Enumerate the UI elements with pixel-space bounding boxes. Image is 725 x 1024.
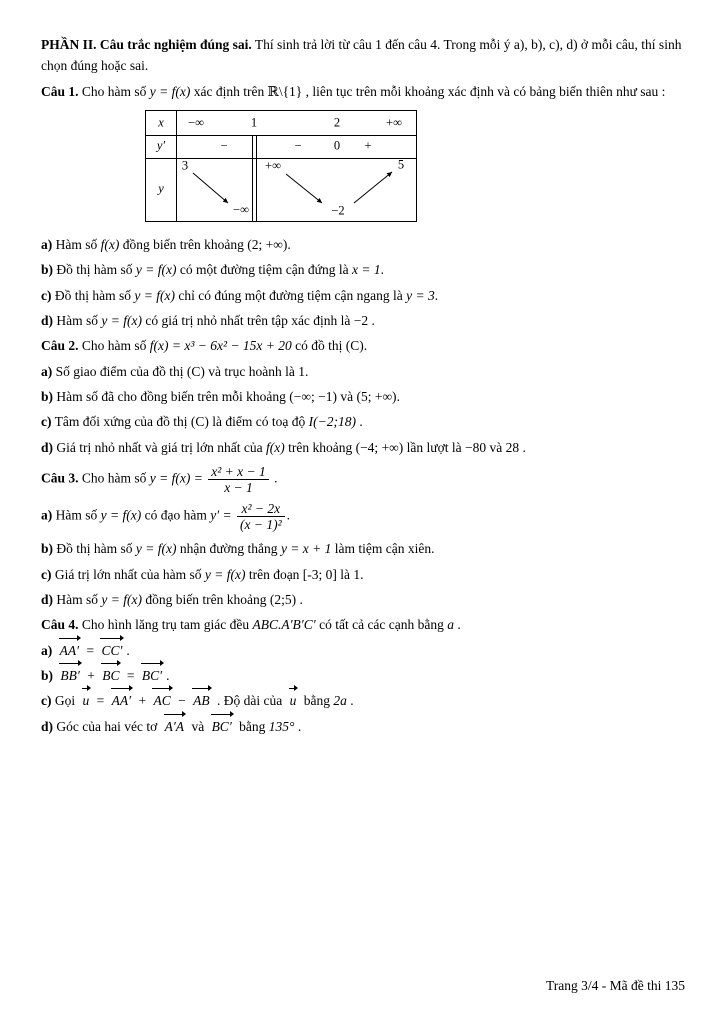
text-segment: Hàm số — [52, 236, 101, 252]
statement-label: c) — [41, 693, 52, 709]
text-segment: và — [336, 388, 357, 404]
text-segment: làm tiệm cận xiên. — [331, 541, 435, 557]
vector: u — [82, 690, 91, 711]
text-segment: − — [174, 693, 190, 709]
q4-statement-d — [41, 716, 687, 737]
math-segment: ABC.A′B′C′ — [252, 617, 316, 633]
text-segment: . — [380, 262, 384, 278]
fraction-denominator: x − 1 — [224, 480, 253, 496]
statement-label: b) — [41, 668, 54, 684]
text-segment: Đồ thị hàm số — [53, 262, 136, 278]
math-segment: a — [447, 617, 455, 633]
math-segment: y = f(x) = — [149, 470, 207, 486]
text-segment: . — [286, 507, 291, 523]
text-segment: có đồ thị (C). — [291, 338, 368, 354]
text-segment: xác định trên — [190, 83, 268, 99]
text-segment: Hàm số đã cho đồng biến trên mỗi khoảng — [53, 388, 290, 404]
q1-statement-a — [41, 234, 687, 255]
q1-statement-c — [41, 285, 687, 306]
math-segment: −2 — [353, 312, 369, 328]
text-segment: . — [294, 718, 302, 734]
text-segment: . — [355, 414, 363, 430]
text-segment: . — [126, 642, 130, 658]
statement-label: a) — [41, 363, 53, 379]
text-segment: trên khoảng — [284, 439, 356, 455]
math-segment: x = 1 — [351, 262, 381, 278]
fraction-numerator: x² + x − 1 — [208, 464, 269, 480]
text-segment: Giá trị lớn nhất của hàm số — [51, 566, 205, 582]
q2-statement-b — [41, 386, 687, 407]
math-segment: (2; +∞) — [247, 236, 288, 252]
vector: BC′ — [211, 716, 233, 737]
text-segment: . — [287, 236, 291, 252]
fraction-numerator: x² − 2x — [237, 501, 285, 517]
sign-value: − — [294, 138, 302, 153]
variation-table — [145, 110, 417, 222]
math-segment: (2;5) — [269, 592, 297, 608]
fraction — [206, 464, 271, 495]
x-value: −∞ — [188, 115, 204, 130]
sign-value: − — [220, 138, 228, 153]
q4-statement-b — [41, 665, 687, 686]
text-segment: . — [454, 617, 461, 633]
math-segment: y = f(x) — [134, 287, 175, 303]
vector: BC′ — [141, 665, 163, 686]
text-segment: Gọi — [51, 693, 79, 709]
text-segment: + — [135, 693, 150, 709]
question-3 — [41, 464, 687, 495]
text-segment: có giá trị nhỏ nhất trên tập xác định là — [141, 312, 354, 328]
text-segment: , liên tục trên mỗi khoảng xác định và có bảng biến thiên như sau : — [302, 83, 666, 99]
math-segment: y = f(x) — [204, 566, 246, 582]
text-segment: chỉ có đúng một đường tiệm cận ngang là — [174, 287, 407, 303]
statement-label: c) — [41, 414, 52, 430]
math-segment: y = f(x) — [149, 83, 191, 99]
text-segment: . — [396, 388, 400, 404]
q2-statement-d — [41, 437, 687, 458]
statement-label: d) — [41, 718, 54, 734]
fraction — [235, 501, 287, 532]
math-segment: (−∞; −1) — [289, 388, 337, 404]
text-segment: Đồ thị hàm số — [53, 541, 136, 557]
text-segment: Cho hình lăng trụ tam giác đều — [78, 617, 253, 633]
q1-statement-d — [41, 310, 687, 331]
text-segment: + — [83, 668, 99, 684]
text-segment: . — [434, 287, 439, 303]
math-segment: y = f(x) — [100, 507, 142, 523]
text-segment: bằng — [235, 718, 269, 734]
vector: A′A — [164, 716, 185, 737]
text-segment: lần lượt là — [403, 439, 465, 455]
y-limit: +∞ — [265, 158, 281, 173]
text-segment — [53, 668, 56, 683]
question-4 — [41, 614, 687, 635]
vector: AA′ — [59, 640, 80, 661]
question-2 — [41, 335, 687, 356]
math-segment: y = f(x) — [135, 262, 177, 278]
question-label: Câu 4. — [41, 617, 79, 633]
math-segment: y = 3 — [406, 287, 435, 303]
text-segment: . — [368, 312, 375, 328]
text-segment: Cho hàm số — [78, 83, 150, 99]
text-segment: Hàm số — [53, 312, 102, 328]
section-title: PHẦN II. Câu trắc nghiệm đúng sai. — [41, 37, 252, 52]
q3-statement-a — [41, 501, 687, 532]
math-segment: 2a — [333, 693, 347, 709]
text-segment: . Độ dài của — [213, 693, 286, 709]
vector: BB′ — [59, 665, 80, 686]
row-label-x: x — [158, 115, 164, 130]
math-segment: −80 — [465, 439, 487, 455]
question-label: Câu 3. — [41, 470, 79, 486]
text-segment: có đạo hàm — [141, 507, 211, 523]
text-segment: Hàm số — [52, 507, 101, 523]
text-segment: Thí sinh trả lời từ câu 1 đến câu 4. Trong mỗi ý a), b), c), d) ở mỗi câu, thí sinh chọn đúng hoặc sai. — [41, 37, 682, 74]
statement-label: d) — [41, 312, 54, 328]
sign-value: 0 — [333, 138, 341, 153]
text-segment: Góc của hai véc tơ — [53, 718, 161, 734]
text-segment: có tất cả các cạnh bằng — [315, 617, 448, 633]
text-segment: Đồ thị hàm số — [51, 287, 135, 303]
q2-statement-c — [41, 411, 687, 432]
x-value: +∞ — [386, 115, 402, 130]
statement-label: b) — [41, 388, 54, 404]
fraction-denominator: (x − 1)² — [240, 517, 282, 533]
statement-label: a) — [41, 507, 53, 523]
text-segment: bằng — [300, 693, 334, 709]
text-segment: . — [166, 668, 170, 684]
row-label-y: y — [158, 181, 164, 196]
math-segment: f(x) — [100, 236, 120, 252]
x-value: 1 — [250, 115, 258, 130]
y-limit: 5 — [397, 157, 405, 172]
math-segment: 135° — [268, 718, 295, 734]
vector: CC′ — [100, 640, 123, 661]
math-segment: f(x) = x³ − 6x² − 15x + 20 — [149, 338, 292, 354]
statement-label: a) — [41, 642, 53, 658]
text-segment: đồng biến trên khoảng — [141, 592, 270, 608]
math-segment: y′ = — [210, 507, 236, 523]
math-segment: f(x) — [265, 439, 285, 455]
statement-label: d) — [41, 592, 54, 608]
q3-statement-c — [41, 564, 687, 585]
q3-statement-b — [41, 538, 687, 559]
statement-label: c) — [41, 566, 52, 582]
math-segment: y = x + 1 — [280, 541, 332, 557]
y-limit: −∞ — [233, 202, 249, 217]
page-content — [41, 34, 687, 741]
text-segment: Số giao điểm của đồ thị (C) và trục hoành là 1. — [52, 363, 309, 379]
text-segment: Tâm đối xứng của đồ thị (C) là điểm có toạ độ — [51, 414, 309, 430]
y-limit: 3 — [181, 158, 189, 173]
vector: AA′ — [111, 690, 132, 711]
text-segment: Hàm số — [53, 592, 102, 608]
math-segment: ℝ\{1} — [267, 83, 303, 99]
math-segment: (−4; +∞) — [355, 439, 404, 455]
text-segment: . — [519, 439, 526, 455]
row-label-y-prime: y′ — [156, 138, 166, 153]
text-segment: và — [188, 718, 208, 734]
text-segment: trên đoạn [-3; 0] là 1. — [245, 566, 364, 582]
statement-label: d) — [41, 439, 54, 455]
text-segment: đồng biến trên khoảng — [119, 236, 248, 252]
math-segment: y = f(x) — [135, 541, 177, 557]
page-footer: Trang 3/4 - Mã đề thi 135 — [546, 978, 685, 993]
text-segment: . — [296, 592, 303, 608]
text-segment: . — [346, 693, 354, 709]
text-segment: = — [123, 668, 138, 684]
math-segment: (5; +∞) — [356, 388, 397, 404]
text-segment: = — [93, 693, 108, 709]
vector: BC — [101, 665, 120, 686]
text-segment: và — [486, 439, 506, 455]
text-segment: . — [270, 470, 278, 486]
vector: AB — [192, 690, 211, 711]
text-segment: = — [83, 642, 98, 658]
text-segment: nhận đường thẳng — [176, 541, 281, 557]
vector: u — [289, 690, 298, 711]
statement-label: a) — [41, 236, 53, 252]
q4-statement-c — [41, 690, 687, 711]
y-limit: −2 — [331, 203, 345, 218]
intro-paragraph — [41, 34, 687, 77]
statement-label: c) — [41, 287, 52, 303]
sign-value: + — [364, 138, 372, 153]
text-segment: Cho hàm số — [78, 338, 150, 354]
text-segment — [52, 643, 55, 658]
variation-arrows — [146, 111, 416, 221]
q1-statement-b — [41, 259, 687, 280]
vector: AC — [152, 690, 171, 711]
text-segment: Giá trị nhỏ nhất và giá trị lớn nhất của — [53, 439, 266, 455]
q4-statement-a — [41, 640, 687, 661]
q2-statement-a — [41, 361, 687, 382]
text-segment: có một đường tiệm cận đứng là — [176, 262, 352, 278]
statement-label: b) — [41, 541, 54, 557]
math-segment: 28 — [505, 439, 520, 455]
text-segment: Cho hàm số — [78, 470, 150, 486]
math-segment: y = f(x) — [101, 592, 142, 608]
question-label: Câu 2. — [41, 338, 79, 354]
x-value: 2 — [333, 115, 341, 130]
statement-label: b) — [41, 262, 54, 278]
q3-statement-d — [41, 589, 687, 610]
math-segment: y = f(x) — [101, 312, 142, 328]
question-1 — [41, 81, 687, 102]
question-label: Câu 1. — [41, 83, 79, 99]
math-segment: I(−2;18) — [308, 414, 356, 430]
